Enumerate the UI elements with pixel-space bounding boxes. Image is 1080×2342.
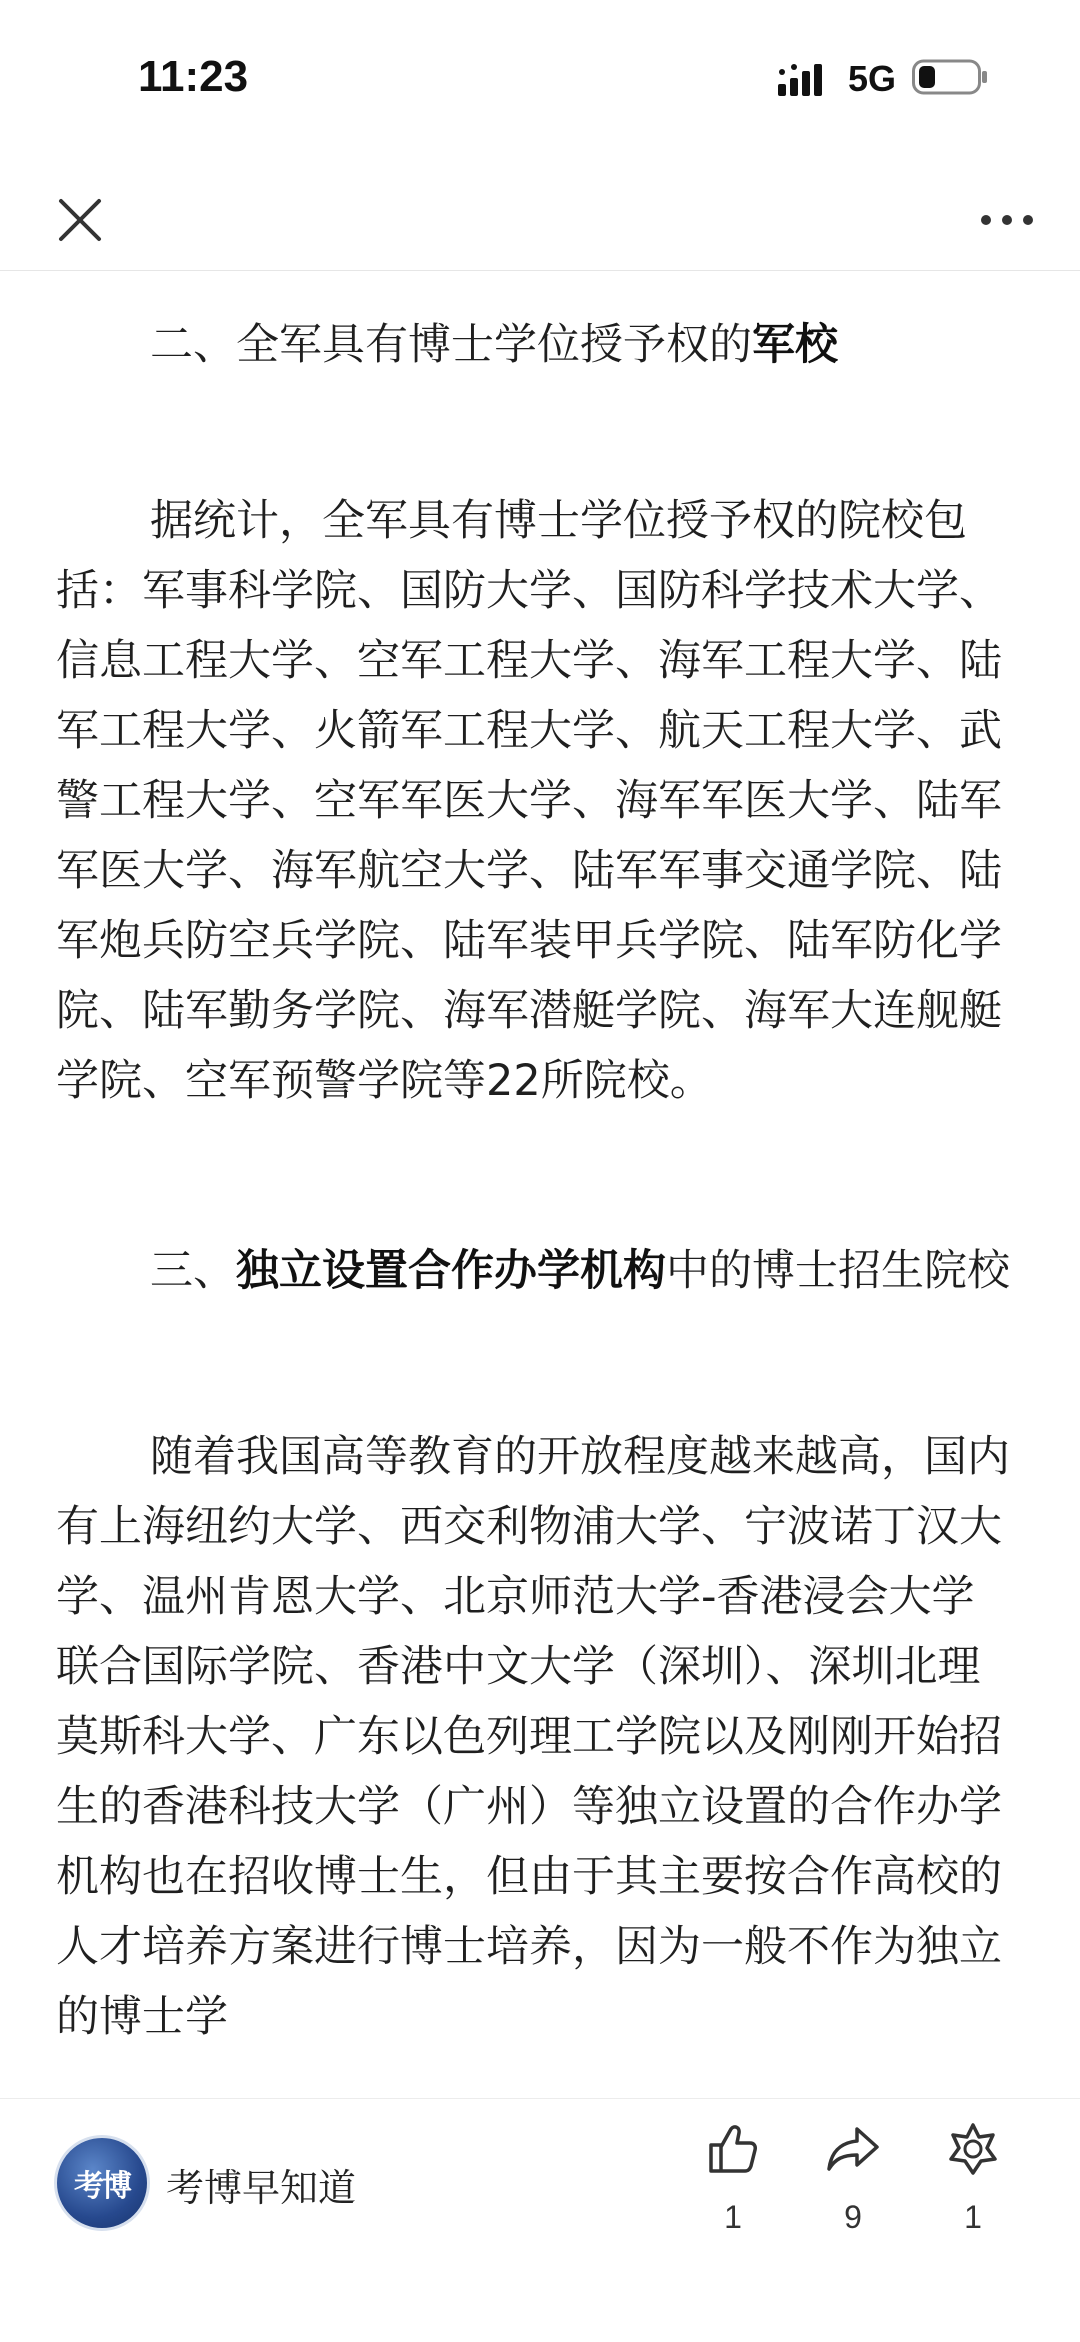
heading-3-bold: 独立设置合作办学机构: [236, 1246, 666, 1296]
more-icon: [979, 213, 1035, 227]
section-heading-3: [56, 1236, 1016, 1306]
footer-bar: [0, 2098, 1080, 2342]
heading-2-bold: 军校: [752, 320, 838, 370]
network-type: 5G: [848, 58, 897, 99]
nav-bar: [0, 160, 1080, 271]
close-icon: [57, 197, 103, 243]
signal-icon: [778, 62, 830, 98]
collect-count: 1: [964, 2199, 982, 2235]
heading-3-suffix: 中的博士招生院校: [666, 1246, 1010, 1296]
heading-3-prefix: 三、: [150, 1246, 236, 1296]
heading-2-prefix: 二、全军具有博士学位授予权的: [150, 320, 752, 370]
status-time: 11:23: [138, 52, 249, 101]
share-count: 9: [844, 2199, 862, 2235]
account-name[interactable]: 考博早知道: [166, 2166, 357, 2210]
article-content: [56, 290, 1016, 2090]
share-button[interactable]: [808, 2121, 898, 2261]
star-icon: [945, 2121, 1001, 2177]
like-button[interactable]: [688, 2121, 778, 2261]
close-button[interactable]: [40, 180, 120, 260]
paragraph-joint-institutions: 随着我国高等教育的开放程度越来越高，国内有上海纽约大学、西交利物浦大学、宁波诺丁汉大学、温州肯恩大学、北京师范大学-香港浸会大学联合国际学院、香港中文大学（深圳）、深圳北理莫斯科大学、广东以色列理工学院以及刚刚开始招生的香港科技大学（广州）等独立设置的合作办学机构也在招收博士生，但由于其主要按合作高校的人才培养方案进行博士培养，因为一般不作为独立的博士学: [56, 1432, 1010, 2042]
collect-button[interactable]: [928, 2121, 1018, 2261]
like-count: 1: [724, 2199, 742, 2235]
avatar[interactable]: [54, 2135, 150, 2231]
share-icon: [825, 2121, 881, 2177]
more-button[interactable]: [962, 180, 1052, 260]
thumbs-up-icon: [705, 2121, 761, 2177]
avatar-text: 考博: [74, 2169, 130, 2204]
paragraph-military-schools: 据统计，全军具有博士学位授予权的院校包括：军事科学院、国防大学、国防科学技术大学、信息工程大学、空军工程大学、海军工程大学、陆军工程大学、火箭军工程大学、航天工程大学、武警工程大学、空军军医大学、海军军医大学、陆军军医大学、海军航空大学、陆军军事交通学院、陆军炮兵防空兵学院、陆军装甲兵学院、陆军防化学院、陆军勤务学院、海军潜艇学院、海军大连舰艇学院、空军预警学院等22所院校。: [56, 496, 1002, 1106]
status-bar: [0, 0, 1080, 160]
section-heading-2: [56, 310, 1016, 380]
battery-icon: [912, 58, 990, 96]
